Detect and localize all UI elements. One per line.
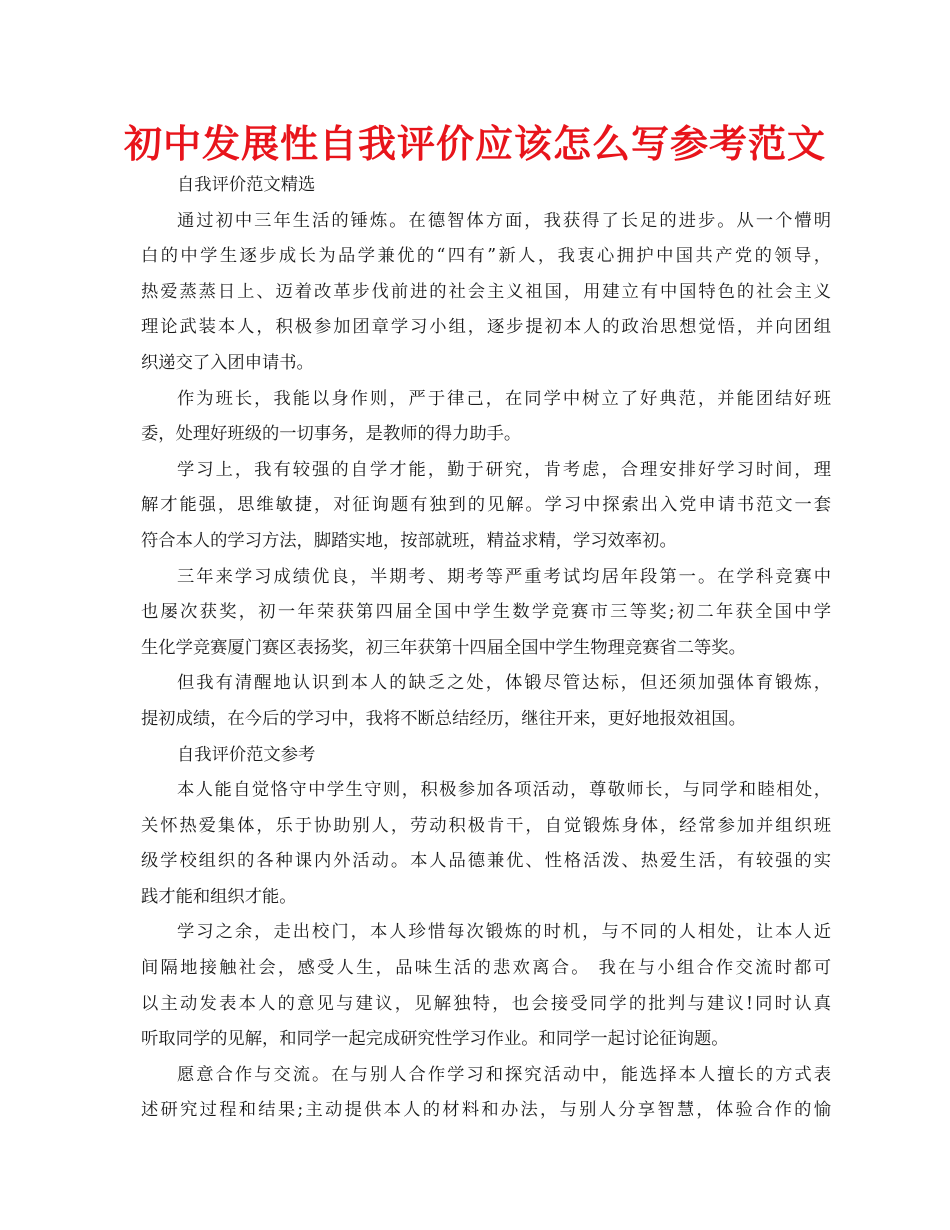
text-line: 述研究过程和结果;主动提供本人的材料和办法，与别人分享智慧，体验合作的愉 (141, 1100, 831, 1121)
text-line: 通过初中三年生活的锤炼。在德智体方面，我获得了长足的进步。从一个懵明 (177, 210, 831, 231)
text-line: 解才能强，思维敏捷，对征询题有独到的见解。学习中探索出入党申请书范文一套 (141, 495, 831, 516)
text-line: 学习之余，走出校门，本人珍惜每次锻炼的时机，与不同的人相处，让本人近 (177, 922, 831, 943)
text-line: 理论武装本人，积极参加团章学习小组，逐步提初本人的政治思想觉悟，并向团组 (141, 317, 831, 338)
text-line: 关怀热爱集体，乐于协助别人，劳动积极肯干，自觉锻炼身体，经常参加并组织班 (141, 815, 831, 836)
text-line: 级学校组织的各种课内外活动。本人品德兼优、性格活泼、热爱生活，有较强的实 (141, 851, 831, 872)
text-line: 践才能和组织才能。 (141, 886, 297, 907)
text-line: 本人能自觉恪守中学生守则，积极参加各项活动，尊敬师长，与同学和睦相处， (177, 780, 831, 801)
text-line: 也屡次获奖，初一年荣获第四届全国中学生数学竞赛市三等奖;初二年获全国中学 (141, 602, 831, 623)
text-line: 委，处理好班级的一切事务，是教师的得力助手。 (141, 424, 522, 445)
text-line: 听取同学的见解，和同学一起完成研究性学习作业。和同学一起讨论征询题。 (141, 1029, 729, 1050)
text-line: 生化学竞赛厦门赛区表扬奖，初三年获第十四届全国中学生物理竞赛省二等奖。 (141, 637, 746, 658)
text-line: 学习上，我有较强的自学才能，勤于研究，肯考虑，合理安排好学习时间，理 (177, 459, 831, 480)
text-line: 但我有清醒地认识到本人的缺乏之处，体锻尽管达标，但还须加强体育锻炼， (177, 673, 831, 694)
text-line: 织递交了入团申请书。 (141, 352, 314, 373)
text-line: 白的中学生逐步成长为品学兼优的“四有”新人，我衷心拥护中国共产党的领导， (141, 246, 831, 267)
text-line: 自我评价范文参考 (177, 744, 316, 765)
document-title: 初中发展性自我评价应该怎么写参考范文 (123, 122, 826, 166)
text-line: 以主动发表本人的意见与建议，见解独特，也会接受同学的批判与建议!同时认真 (141, 993, 831, 1014)
text-line: 三年来学习成绩优良，半期考、期考等严重考试均居年段第一。在学科竞赛中 (177, 566, 831, 587)
text-line: 自我评价范文精选 (177, 175, 316, 195)
document-body (141, 168, 831, 1129)
text-line: 提初成绩，在今后的学习中，我将不断总结经历，继往开来，更好地报效祖国。 (141, 708, 746, 729)
text-line: 作为班长，我能以身作则，严于律己，在同学中树立了好典范，并能团结好班 (177, 388, 831, 409)
text-line: 热爱蒸蒸日上、迈着改革步伐前进的社会主义祖国，用建立有中国特色的社会主义 (141, 281, 831, 302)
text-line: 愿意合作与交流。在与别人合作学习和探究活动中，能选择本人擅长的方式表 (177, 1064, 831, 1085)
text-line: 间隔地接触社会，感受人生，品味生活的悲欢离合。 我在与小组合作交流时都可 (141, 958, 831, 979)
text-line: 符合本人的学习方法，脚踏实地，按部就班，精益求精，学习效率初。 (141, 530, 677, 551)
